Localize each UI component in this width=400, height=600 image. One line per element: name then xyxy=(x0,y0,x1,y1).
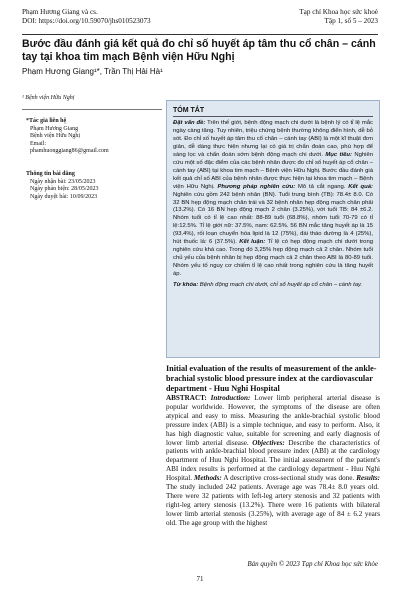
reviewed-date: Ngày phản biện: 28/05/2023 xyxy=(30,186,99,193)
methods-text: Mô tả cắt ngang. xyxy=(295,183,346,190)
header-divider xyxy=(22,34,378,35)
contact-email-label: Email: xyxy=(30,140,46,147)
en-results-text: The study included 242 patients. Average age was 78.4± 8.0 years old. There were 32 patients with left-leg artery stenosis and 32 patients with right-leg artery stenosis (13.2%). There were 16 patients with bilateral lower limb arterial stenosis (3.25%), with average age of 84 ± 6.2 years old. The age group with the highest xyxy=(166,483,380,527)
en-intro-text: Lower limb peripheral arterial disease is popular worldwide. However, the symptoms of the disease are often atypical and easy to miss. Measuring the ankle-brachial systolic blood pressure index (ABI) is a simple technique, and easy to perform. Also, it has high diagnostic value, suitable for screening and early diagnosis of lower limb arterial disease. xyxy=(166,394,380,447)
header-doi[interactable]: DOI: https://doi.org/10.59070/jhs010523073 xyxy=(22,17,151,25)
page-number: 71 xyxy=(196,575,204,583)
results-label: Kết quả: xyxy=(348,183,373,190)
conclusion-label: Kết luận: xyxy=(239,239,266,246)
running-header xyxy=(22,8,378,36)
objective-label: Mục tiêu: xyxy=(325,151,352,158)
corresponding-author xyxy=(26,118,161,156)
en-methods-label: Methods: xyxy=(194,474,222,483)
affiliation: ¹ Bệnh viện Hữu Nghị xyxy=(22,95,75,101)
results-text: Nghiên cứu gồm 242 bệnh nhân (BN). Tuổi trung bình (TB): 78.4± 8.0. Có 32 BN hẹp động mạch chân trái và 32 bệnh nhân hẹp động mạch chân phải (13.2%). Có 16 BN hẹp động mạch 2 chân (3.25%), với tuổi TB: 84 ±6.2. Nhóm tuổi có tỉ lệ cao nhất: 88-89 tuổi (68.8%), nhóm tuổi 70-79 có tỉ lệ:12.5%. Tỉ lệ giới nữ: 37.5%, nam: 62.5%. 56 BN mắc tăng huyết áp là 15 (93.4%), rối loạn chuyển hóa lipid là 12 (75%), đái tháo đường là 4 (25%), hút thuốc lá: 6 (37.5%). xyxy=(173,191,373,246)
article-history xyxy=(26,171,161,201)
methods-label: Phương pháp nghiên cứu: xyxy=(217,183,296,190)
contact-email[interactable]: phamhuonggiang86@gmail.com xyxy=(30,148,109,155)
header-authors: Phạm Hương Giang và cs. xyxy=(22,8,98,16)
contact-heading: *Tác giả liên hệ xyxy=(26,118,67,124)
english-title: Initial evaluation of the results of measurement of the ankle-brachial systolic blood pressure index at the cardiovascular department - Huu Nghi Hospital xyxy=(166,364,377,393)
article-title: Bước đầu đánh giá kết quả đo chỉ số huyết áp tâm thu cổ chân – cánh tay tại khoa tim mạch Bệnh viện Hữu Nghị xyxy=(22,38,376,63)
author-list: Phạm Hương Giang¹*, Trần Thị Hải Hà¹ xyxy=(22,67,163,76)
abstract-text xyxy=(173,120,373,279)
intro-label: Đặt vấn đề: xyxy=(173,120,206,126)
objective-text: Nghiên cứu một số đặc điểm của các bệnh nhân được đo chỉ số huyết áp cổ chân – cánh tay (ABI) tại khoa tim mạch – Bệnh viện Hữu Nghị. Bước đầu đánh giá kết quả chỉ số ABI của bệnh nhân được thực hiện tại khoa tim mạch – Bệnh viện Hữu Nghị. xyxy=(173,151,374,190)
header-left xyxy=(22,8,151,26)
keywords-text: Bệnh động mạch chi dưới, chỉ số huyết áp cổ chân – cánh tay. xyxy=(198,282,363,289)
accepted-date: Ngày duyệt bài: 10/09/2023 xyxy=(30,193,98,200)
en-intro-label: Introduction: xyxy=(210,394,251,402)
header-volume: Tập 1, số 5 – 2023 xyxy=(324,17,378,25)
en-objectives-label: Objectives: xyxy=(252,438,285,447)
contact-org: Bệnh viện Hữu Nghị xyxy=(30,133,81,140)
keywords-label: Từ khóa: xyxy=(173,282,199,289)
en-results-label: Results: xyxy=(356,474,380,483)
conclusion-text: Tỉ lệ có hẹp động mạch chi dưới trong nghiên cứu khá cao. Trong đó 3,25% hẹp động mạch cả 2 chân. Nhóm tuổi chủ yếu của bệnh nhân bị hẹp động mạch cả 2 chân theo ABI là 80-89 tuổi. Nhóm yếu tố nguy cơ chiếm tỉ lệ cao nhất trong nghiên cứu là tăng huyết áp. xyxy=(173,239,374,278)
english-abstract xyxy=(166,364,380,528)
intro-text: Trên thế giới, bệnh động mạch chi dưới là bệnh lý có tỉ lệ mắc ngày càng tăng. Tuy nhiên, triệu chứng bệnh thường không điển hình, dễ bỏ sót. Đo chỉ số huyết áp tâm thu cổ chân – cánh tay (ABI) là một kĩ thuật đơn giản, dễ dàng thực hiện nhưng lại có giá trị chẩn đoán cao, phù hợp để sàng lọc và chẩn đoán sớm bệnh động mạch chi dưới. xyxy=(173,120,373,158)
affiliation-divider xyxy=(22,109,162,110)
vietnamese-abstract xyxy=(166,100,380,358)
keywords xyxy=(173,282,373,290)
en-methods-text: A descriptive cross-sectional study was done. xyxy=(221,474,355,483)
received-date: Ngày nhận bài: 23/05/2023 xyxy=(30,178,96,185)
abstract-label: ABSTRACT: xyxy=(166,394,207,402)
copyright-footer: Bản quyền © 2023 Tạp chí Khoa học sức khỏe xyxy=(247,560,378,568)
header-right xyxy=(299,8,378,26)
history-heading: Thông tin bài đăng xyxy=(26,171,75,177)
header-journal: Tạp chí Khoa học sức khoẻ xyxy=(299,8,378,16)
abstract-heading: TÓM TẮT xyxy=(173,107,205,114)
contact-name: Phạm Hương Giang xyxy=(30,125,79,132)
abstract-divider xyxy=(173,116,373,117)
english-abstract-text xyxy=(166,394,380,528)
en-objectives-text: Describe the characteristics of patients with ankle-brachial blood pressure index (ABI) at the cardiology department of Huu Nghi Hospital. The initial assessment of the patient's ABI index results is performed at the cardiology department - Huu Nghi Hospital. xyxy=(166,438,380,483)
